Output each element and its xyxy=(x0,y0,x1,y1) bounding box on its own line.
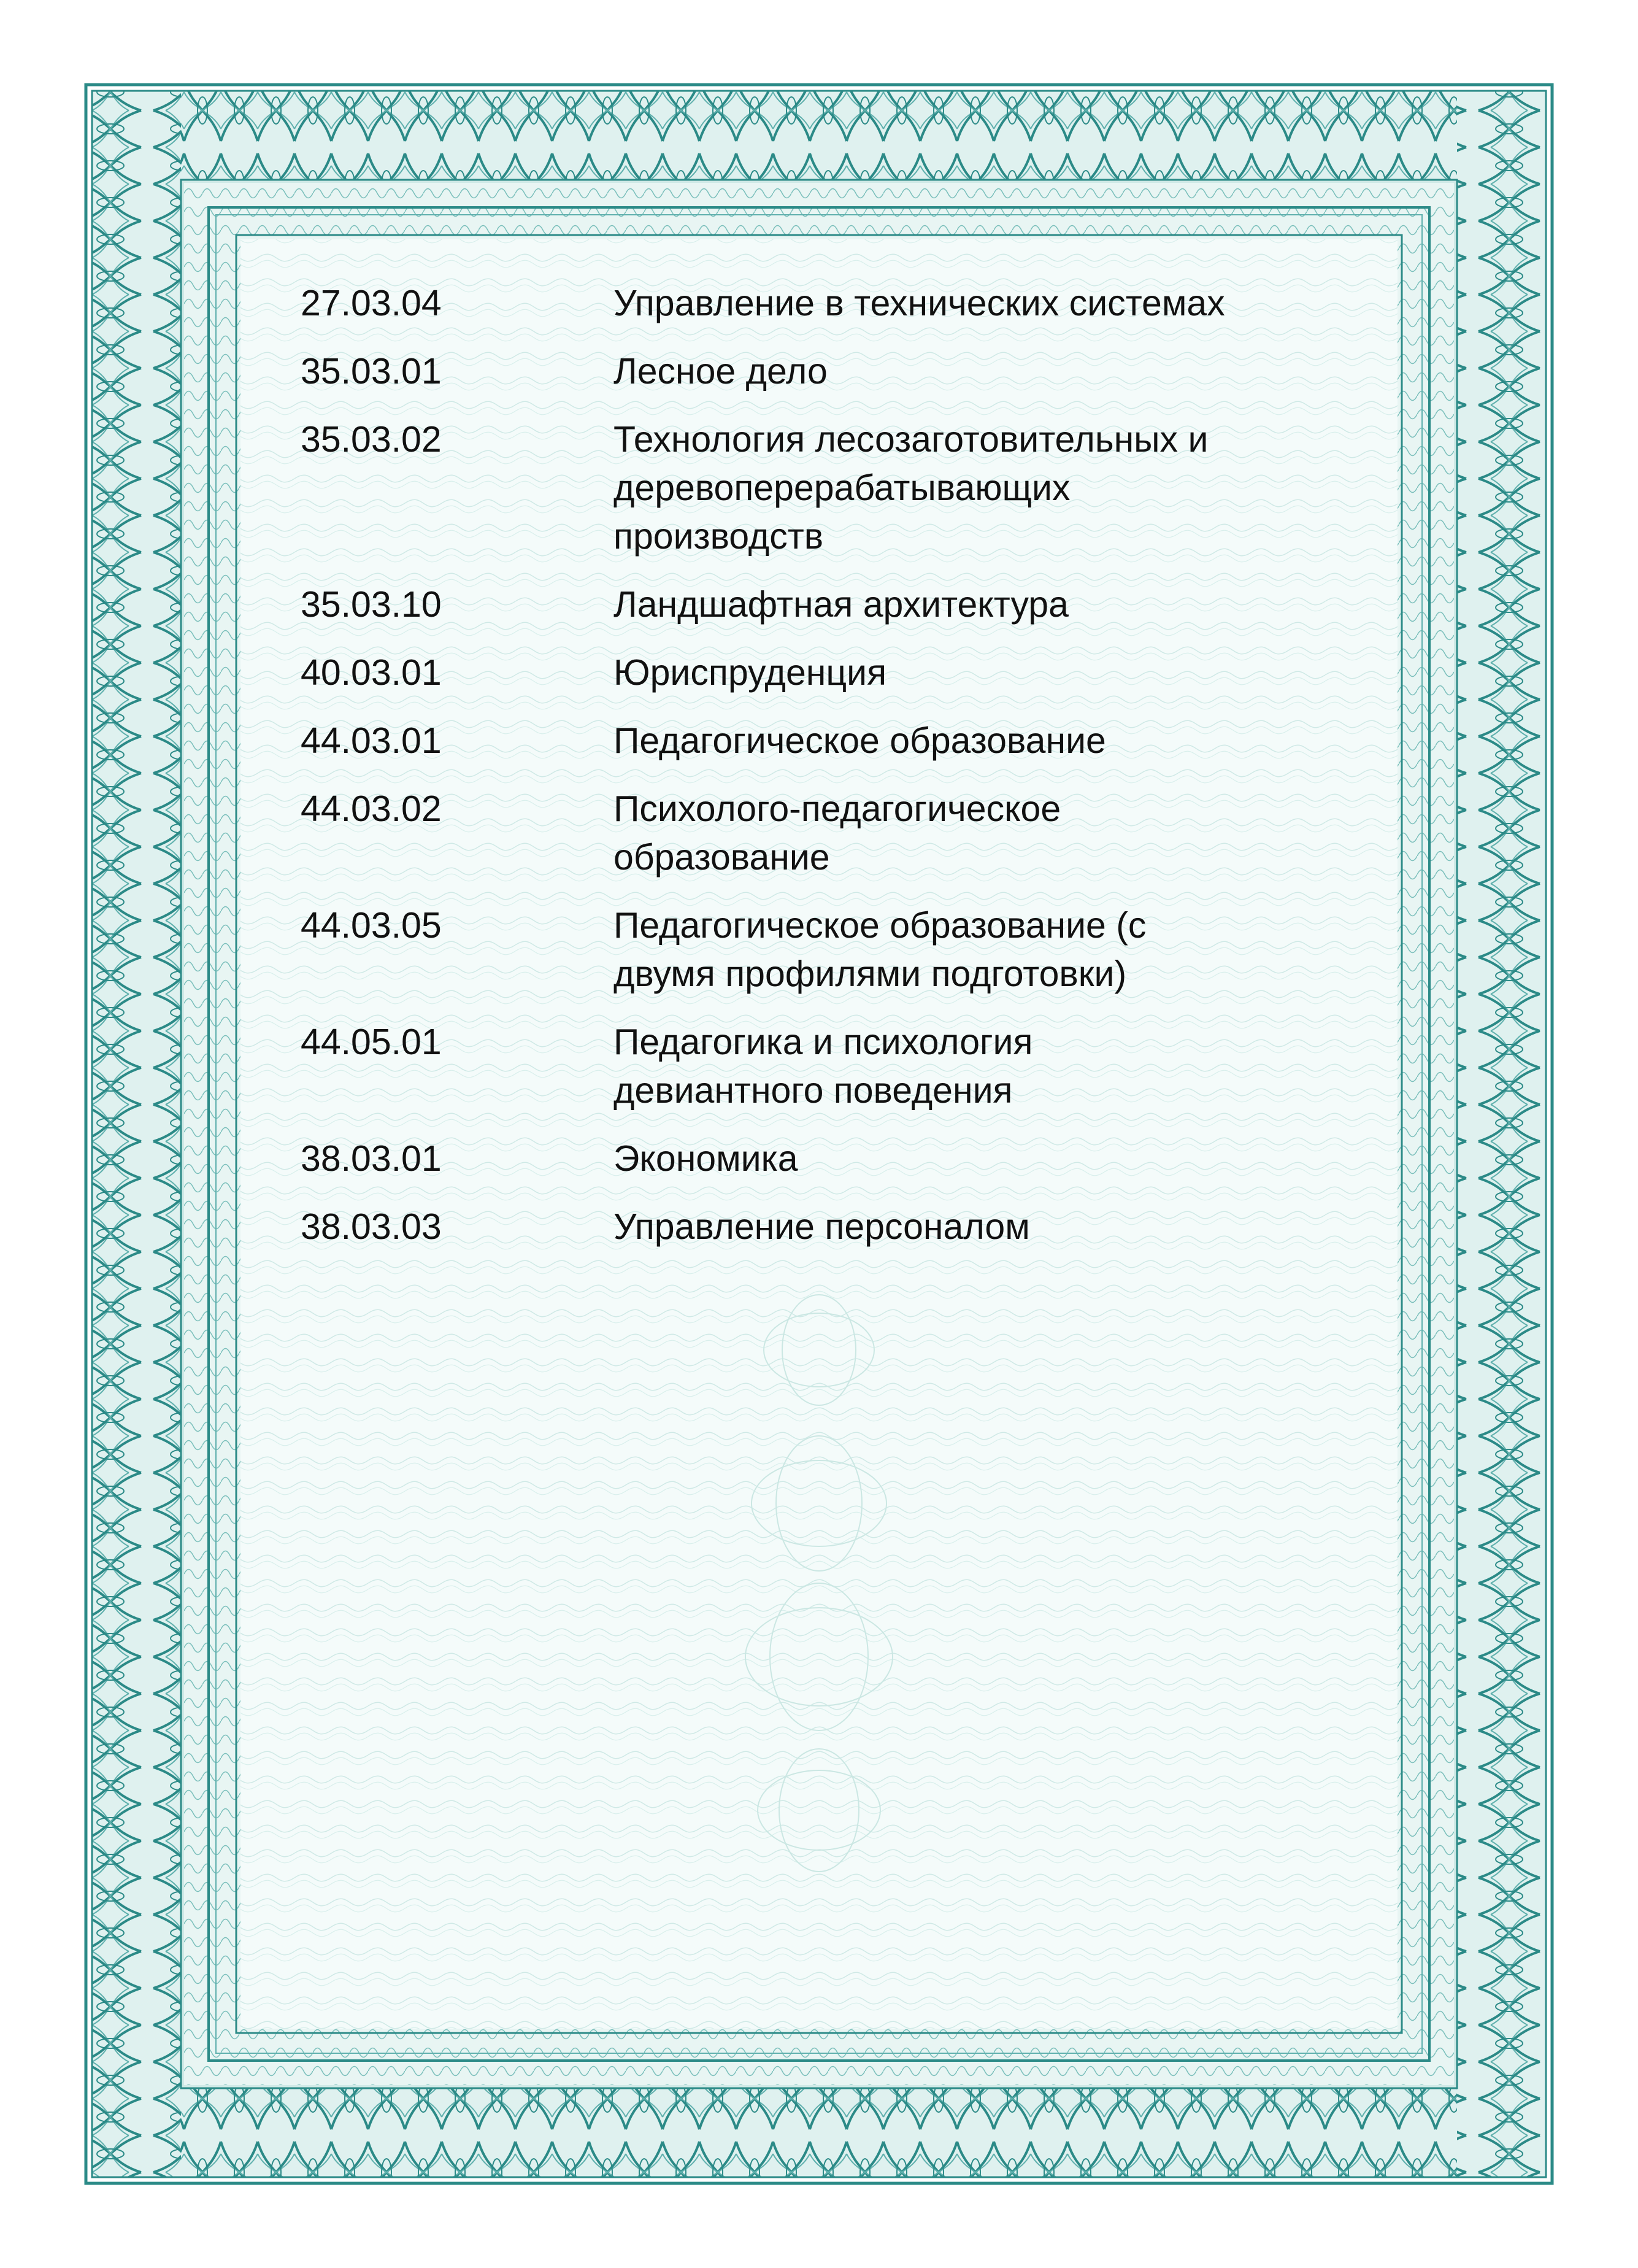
program-row xyxy=(301,649,1436,697)
program-name: Управление персоналом xyxy=(613,1206,1030,1247)
program-row xyxy=(301,1018,1436,1115)
program-code: 38.03.01 xyxy=(301,1138,442,1179)
program-code: 35.03.10 xyxy=(301,584,442,625)
program-name: Психолого-педагогическое образование xyxy=(613,789,1061,878)
program-name: Педагогическое образование (с двумя профилями подготовки) xyxy=(613,905,1147,994)
program-name: Ландшафтная архитектура xyxy=(613,584,1069,625)
program-row xyxy=(301,785,1436,882)
program-code: 35.03.02 xyxy=(301,419,442,460)
program-code: 38.03.03 xyxy=(301,1206,442,1247)
program-row xyxy=(301,347,1436,396)
program-code: 44.05.01 xyxy=(301,1022,442,1062)
program-code: 27.03.04 xyxy=(301,283,442,323)
program-name: Экономика xyxy=(613,1138,798,1179)
program-code: 35.03.01 xyxy=(301,351,442,392)
program-row xyxy=(301,1135,1436,1183)
program-name: Управление в технических системах xyxy=(613,283,1225,323)
program-row xyxy=(301,717,1436,765)
program-name: Технология лесозаготовительных и деревоперерабатывающих производств xyxy=(613,419,1209,557)
program-name: Педагогическое образование xyxy=(613,720,1106,761)
program-row xyxy=(301,279,1436,328)
program-code: 40.03.01 xyxy=(301,652,442,693)
program-row xyxy=(301,1203,1436,1251)
program-code: 44.03.02 xyxy=(301,789,442,829)
program-code: 44.03.05 xyxy=(301,905,442,946)
program-row xyxy=(301,580,1436,629)
program-list xyxy=(301,279,1436,1271)
program-code: 44.03.01 xyxy=(301,720,442,761)
program-row xyxy=(301,901,1436,998)
program-name: Лесное дело xyxy=(613,351,828,392)
program-name: Педагогика и психология девиантного поведения xyxy=(613,1022,1033,1111)
program-name: Юриспруденция xyxy=(613,652,887,693)
program-row xyxy=(301,415,1436,561)
